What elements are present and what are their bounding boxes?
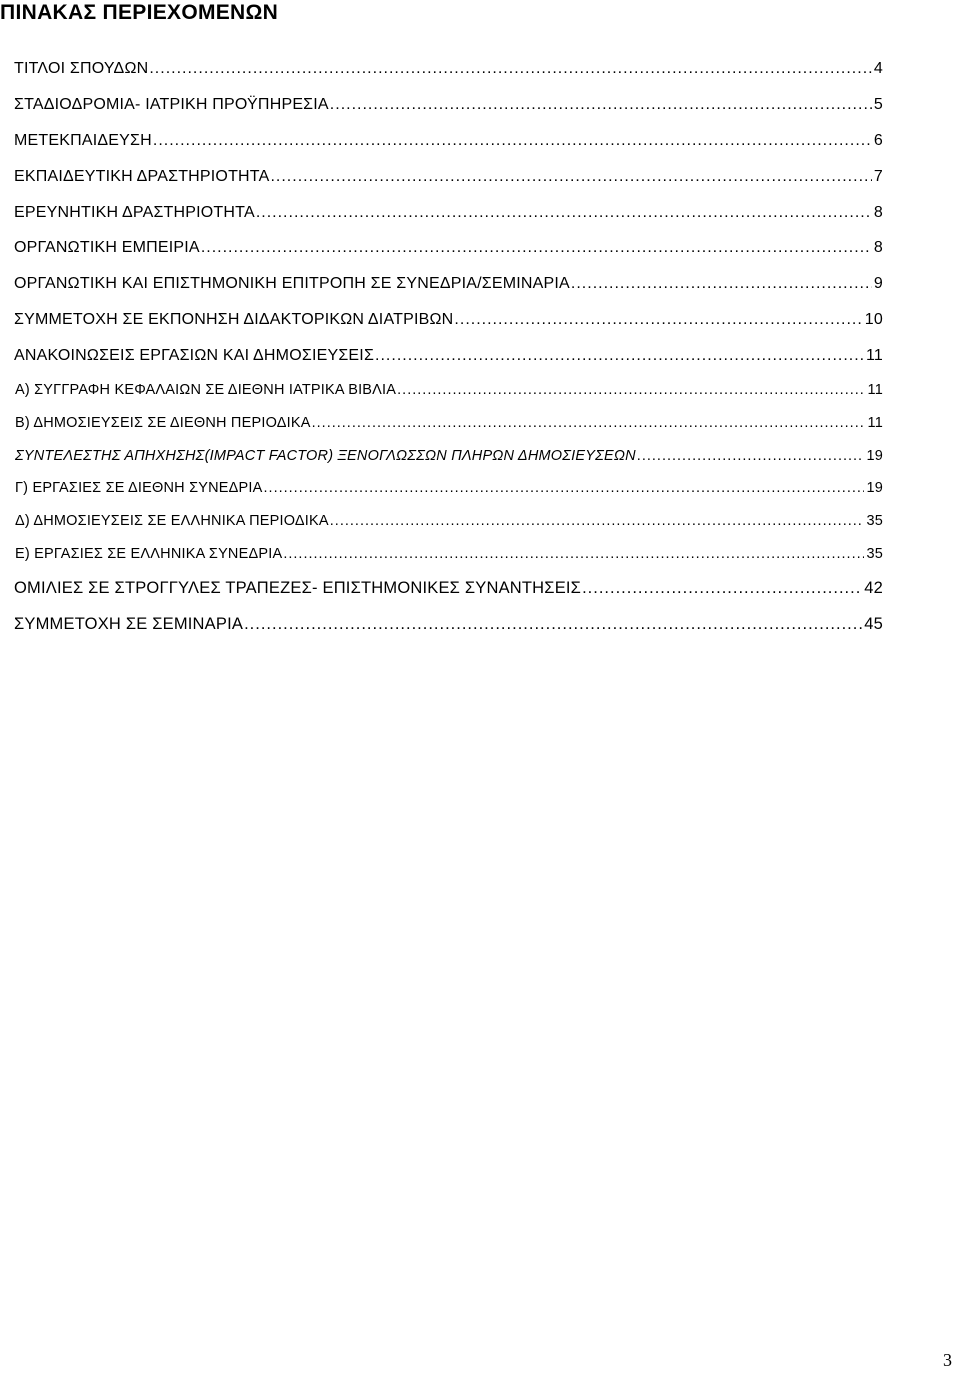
- table-of-contents: [14, 51, 883, 643]
- dot-leader: [397, 374, 865, 407]
- toc-subentry[interactable]: [14, 407, 883, 440]
- toc-entry-label: ΤΙΤΛΟΙ ΣΠΟΥΔΩΝ: [14, 60, 149, 77]
- toc-entry-page: 6: [873, 131, 883, 149]
- toc-entry-label: ΕΡΕΥΝΗΤΙΚΗ ΔΡΑΣΤΗΡΙΟΤΗΤΑ: [14, 203, 255, 221]
- dot-leader: [264, 472, 865, 505]
- toc-subentry[interactable]: [14, 472, 883, 505]
- toc-entry[interactable]: [14, 195, 883, 231]
- toc-entry-label: ΜΕΤΕΚΠΑΙΔΕΥΣΗ: [14, 131, 152, 149]
- toc-entry-label: ΟΡΓΑΝΩΤΙΚΗ ΕΜΠΕΙΡΙΑ: [14, 239, 200, 257]
- toc-entry-label: ΣΥΝΤΕΛΕΣΤΗΣ ΑΠΗΧΗΣΗΣ(IMPACT FACTOR) ΞΕΝΟΓΛΩΣΣΩΝ ΠΛΗΡΩΝ ΔΗΜΟΣΙΕΥΣΕΩΝ: [15, 447, 636, 464]
- toc-entry-page: 35: [866, 513, 883, 530]
- toc-entry-label: ΟΜΙΛΙΕΣ ΣΕ ΣΤΡΟΓΓΥΛΕΣ ΤΡΑΠΕΖΕΣ- ΕΠΙΣΤΗΜΟΝΙΚΕΣ ΣΥΝΑΝΤΗΣΕΙΣ: [14, 578, 582, 597]
- dot-leader: [153, 123, 872, 159]
- toc-entry-page: 7: [873, 167, 883, 185]
- toc-entry-page: 10: [864, 311, 883, 329]
- toc-entry[interactable]: [14, 123, 883, 159]
- toc-entry-page: 35: [866, 546, 883, 562]
- toc-entry-label: ΟΡΓΑΝΩΤΙΚΗ ΚΑΙ ΕΠΙΣΤΗΜΟΝΙΚΗ ΕΠΙΤΡΟΠΗ ΣΕ ΣΥΝΕΔΡΙΑ/ΣΕΜΙΝΑΡΙΑ: [14, 275, 570, 293]
- toc-entry[interactable]: [14, 302, 883, 338]
- dot-leader: [270, 159, 871, 195]
- toc-entry-page: 8: [873, 239, 883, 257]
- toc-entry-page: 5: [873, 95, 883, 113]
- toc-entry-page: 8: [873, 203, 883, 221]
- dot-leader: [256, 195, 872, 231]
- dot-leader: [149, 51, 872, 87]
- toc-entry-label: ΣΥΜΜΕΤΟΧΗ ΣΕ ΣΕΜΙΝΑΡΙΑ: [14, 614, 244, 633]
- toc-entry[interactable]: [14, 571, 883, 607]
- toc-entry-label: ΕΚΠΑΙΔΕΥΤΙΚΗ ΔΡΑΣΤΗΡΙΟΤΗΤΑ: [14, 167, 270, 185]
- toc-entry-page: 19: [866, 480, 883, 497]
- dot-leader: [330, 505, 865, 538]
- dot-leader: [312, 407, 866, 440]
- toc-entry-label: Δ) ΔΗΜΟΣΙΕΥΣΕΙΣ ΣΕ ΕΛΛΗΝΙΚΑ ΠΕΡΙΟΔΙΚΑ: [15, 513, 329, 530]
- toc-entry[interactable]: [14, 51, 883, 87]
- toc-subentry[interactable]: [14, 505, 883, 538]
- toc-entry-page: 11: [865, 347, 883, 365]
- toc-entry-label: Ε) ΕΡΓΑΣΙΕΣ ΣΕ ΕΛΛΗΝΙΚΑ ΣΥΝΕΔΡΙΑ: [15, 546, 283, 562]
- toc-entry-label: ΣΤΑΔΙΟΔΡΟΜΙΑ- ΙΑΤΡΙΚΗ ΠΡΟΫΠΗΡΕΣΙΑ: [14, 95, 329, 113]
- toc-entry[interactable]: [14, 87, 883, 123]
- toc-subentry[interactable]: [14, 440, 883, 473]
- toc-title: ΠΙΝΑΚΑΣ ΠΕΡΙΕΧΟΜΕΝΩΝ: [0, 1, 279, 24]
- toc-entry-page: 45: [864, 614, 883, 633]
- toc-entry[interactable]: [14, 230, 883, 266]
- toc-entry-label: ΣΥΜΜΕΤΟΧΗ ΣΕ ΕΚΠΟΝΗΣΗ ΔΙΔΑΚΤΟΡΙΚΩΝ ΔΙΑΤΡΙΒΩΝ: [14, 311, 454, 329]
- toc-entry-page: 9: [873, 275, 883, 293]
- dot-leader: [571, 266, 872, 302]
- toc-entry[interactable]: [14, 607, 883, 643]
- dot-leader: [637, 440, 865, 473]
- dot-leader: [201, 230, 872, 266]
- dot-leader: [330, 87, 872, 123]
- toc-entry[interactable]: [14, 338, 883, 374]
- dot-leader: [244, 607, 862, 643]
- toc-entry[interactable]: [14, 266, 883, 302]
- toc-entry-page: 11: [867, 382, 883, 399]
- page-number: 3: [943, 1350, 952, 1370]
- toc-entry-label: Γ) ΕΡΓΑΣΙΕΣ ΣΕ ΔΙΕΘΝΗ ΣΥΝΕΔΡΙΑ: [15, 480, 263, 497]
- toc-entry-label: ΑΝΑΚΟΙΝΩΣΕΙΣ ΕΡΓΑΣΙΩΝ ΚΑΙ ΔΗΜΟΣΙΕΥΣΕΙΣ: [14, 347, 375, 365]
- dot-leader: [283, 538, 864, 571]
- dot-leader: [375, 338, 864, 374]
- toc-subentry[interactable]: [14, 538, 883, 571]
- dot-leader: [582, 571, 862, 607]
- toc-entry-page: 4: [873, 60, 883, 77]
- toc-entry-label: Β) ΔΗΜΟΣΙΕΥΣΕΙΣ ΣΕ ΔΙΕΘΝΗ ΠΕΡΙΟΔΙΚΑ: [15, 414, 311, 431]
- toc-entry-label: Α) ΣΥΓΓΡΑΦΗ ΚΕΦΑΛΑΙΩΝ ΣΕ ΔΙΕΘΝΗ ΙΑΤΡΙΚΑ ΒΙΒΛΙΑ: [15, 382, 397, 399]
- dot-leader: [454, 302, 862, 338]
- toc-entry-page: 11: [867, 414, 883, 431]
- toc-subentry[interactable]: [14, 374, 883, 407]
- toc-entry-page: 42: [864, 578, 883, 597]
- toc-entry[interactable]: [14, 159, 883, 195]
- toc-entry-page: 19: [866, 447, 883, 464]
